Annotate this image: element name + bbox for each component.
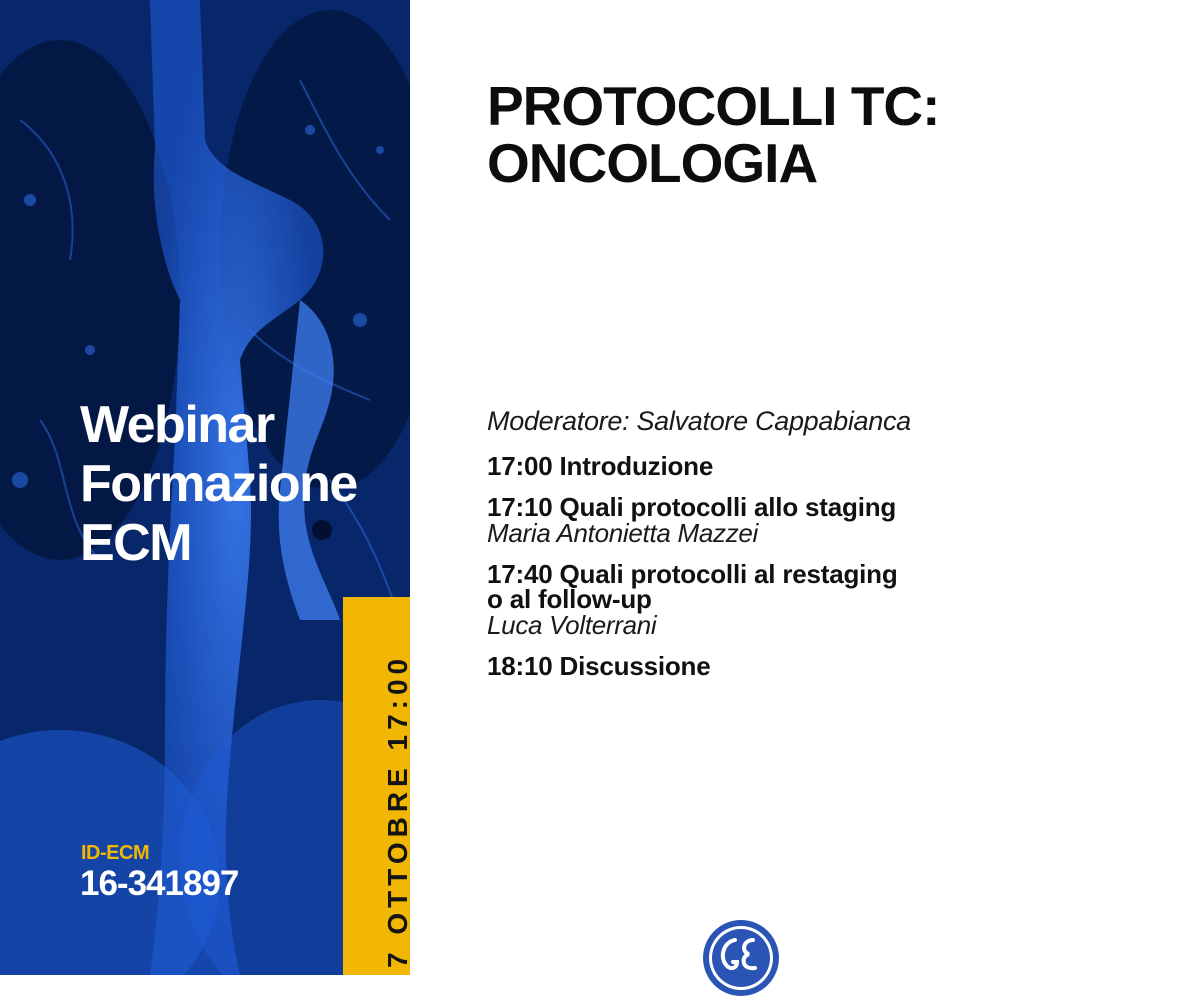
id-ecm-label: ID-ECM xyxy=(81,842,150,864)
hexagon-logo-icon xyxy=(125,0,295,25)
agenda-item xyxy=(487,651,987,681)
agenda-speaker: Luca Volterrani xyxy=(487,610,657,640)
agenda-item xyxy=(487,492,987,548)
agenda-item xyxy=(487,559,987,640)
page-title-line: ONCOLOGIA xyxy=(487,132,818,194)
agenda-speaker: Maria Antonietta Mazzei xyxy=(487,518,759,548)
agenda-talk: 17:00 Introduzione xyxy=(487,451,714,481)
agenda-talk: 17:10 Quali protocolli allo staging xyxy=(487,492,897,522)
ge-monogram-logo-icon xyxy=(701,918,781,998)
agenda-item xyxy=(487,451,987,481)
webinar-title-line: ECM xyxy=(80,514,192,572)
agenda-talk: 18:10 Discussione xyxy=(487,651,711,681)
id-ecm-value: 16-341897 xyxy=(80,864,239,903)
webinar-title-line: Formazione xyxy=(80,455,357,513)
webinar-title-line: Webinar xyxy=(80,396,274,454)
webinar-title xyxy=(80,396,357,573)
agenda-talk: o al follow-up xyxy=(487,584,652,614)
agenda xyxy=(487,404,987,679)
event-date: 7 OTTOBRE 17:00 xyxy=(382,653,413,968)
agenda-talk: 17:40 Quali protocolli al restaging xyxy=(487,559,898,589)
page-title xyxy=(487,75,940,194)
moderator: Moderatore: Salvatore Cappabianca xyxy=(487,406,911,436)
page-title-line: PROTOCOLLI TC: xyxy=(487,75,940,137)
